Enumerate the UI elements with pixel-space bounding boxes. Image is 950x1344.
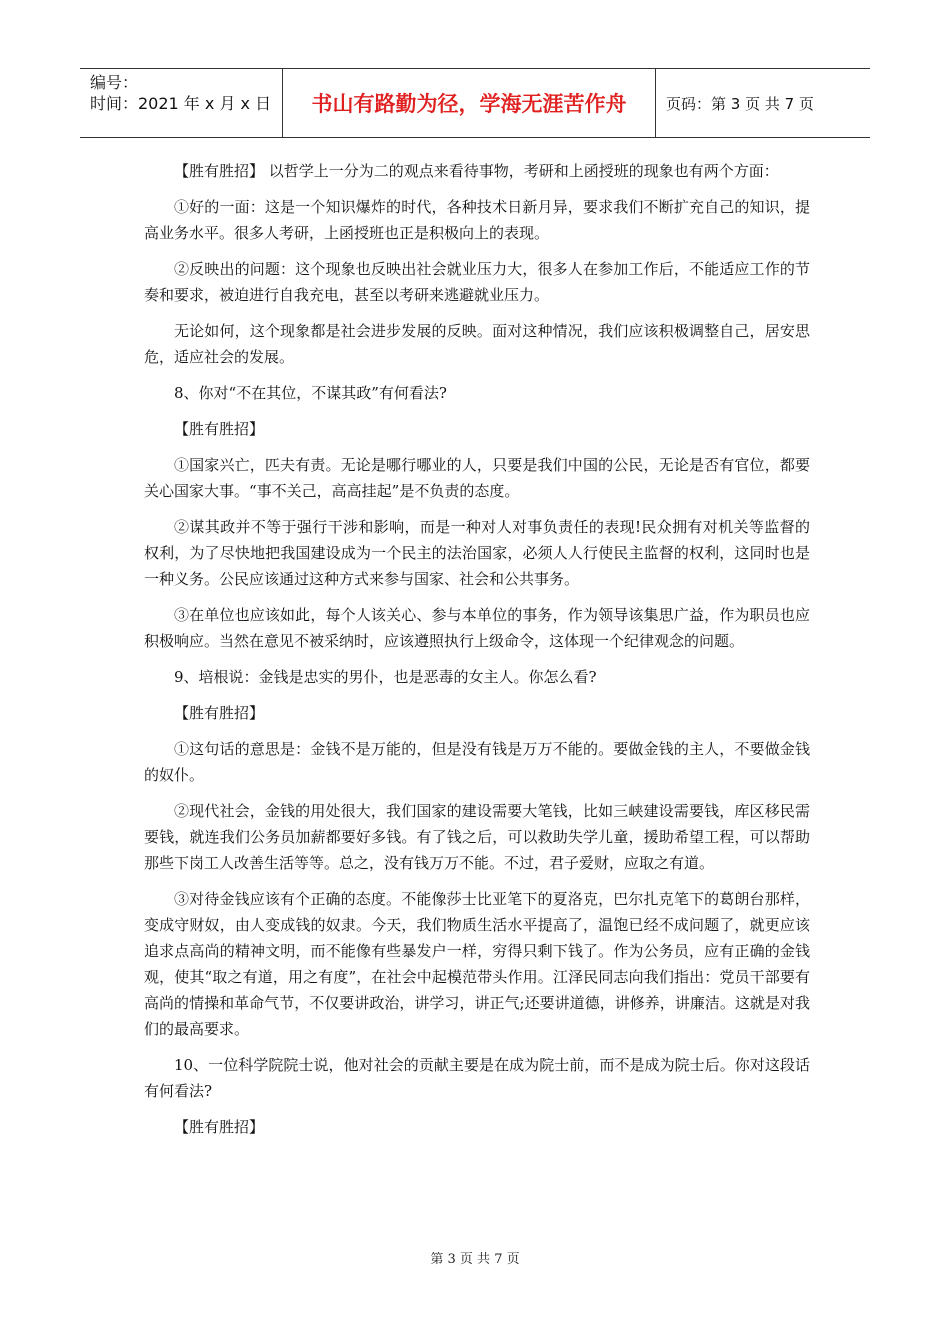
paragraph: ②谋其政并不等于强行干涉和影响，而是一种对人对事负责任的表现!民众拥有对机关等监督的权利，为了尽快地把我国建设成为一个民主的法治国家，必须人人行使民主监督的权利，这同时也是一种义务。公民应该通过这种方式来参与国家、社会和公共事务。 bbox=[144, 518, 810, 588]
answer-heading: 【胜有胜招】 bbox=[174, 704, 265, 722]
paragraph: ②反映出的问题：这个现象也反映出社会就业压力大，很多人在参加工作后，不能适应工作的节奏和要求，被迫进行自我充电，甚至以考研来逃避就业压力。 bbox=[144, 260, 810, 304]
paragraph: ①好的一面：这是一个知识爆炸的时代，各种技术日新月异，要求我们不断扩充自己的知识，提高业务水平。很多人考研，上函授班也正是积极向上的表现。 bbox=[144, 198, 810, 242]
question-heading: 9、培根说：金钱是忠实的男仆，也是恶毒的女主人。你怎么看? bbox=[174, 668, 597, 686]
document-body bbox=[144, 158, 810, 1150]
page-footer: 第 3 页 共 7 页 bbox=[430, 1252, 520, 1267]
header-page-number: 页码：第 3 页 共 7 页 bbox=[666, 94, 814, 113]
paragraph: ①这句话的意思是：金钱不是万能的，但是没有钱是万万不能的。要做金钱的主人，不要做金钱的奴仆。 bbox=[144, 740, 810, 784]
date-label: 时间：2021 年 x 月 x 日 bbox=[90, 94, 272, 113]
paragraph: ③对待金钱应该有个正确的态度。不能像莎士比亚笔下的夏洛克，巴尔扎克笔下的葛朗台那样，变成守财奴，由人变成钱的奴隶。今天，我们物质生活水平提高了，温饱已经不成问题了，就更应该追求点高尚的精神文明，而不能像有些暴发户一样，穷得只剩下钱了。作为公务员，应有正确的金钱观，使其“取之有道，用之有度”，在社会中起模范带头作用。江泽民同志向我们指出：党员干部要有高尚的情操和革命气节，不仅要讲政治，讲学习，讲正气;还要讲道德，讲修养，讲廉洁。这就是对我们的最高要求。 bbox=[144, 890, 810, 1038]
page-header bbox=[80, 68, 870, 138]
paragraph: 无论如何，这个现象都是社会进步发展的反映。面对这种情况，我们应该积极调整自己，居安思危，适应社会的发展。 bbox=[144, 322, 810, 366]
paragraph: ②现代社会，金钱的用处很大，我们国家的建设需要大笔钱，比如三峡建设需要钱，库区移民需要钱，就连我们公务员加薪都要好多钱。有了钱之后，可以救助失学儿童，援助希望工程，可以帮助那些下岗工人改善生活等等。总之，没有钱万万不能。不过，君子爱财，应取之有道。 bbox=[144, 802, 810, 872]
question-heading: 8、你对“不在其位，不谋其政”有何看法? bbox=[174, 384, 447, 402]
header-motto: 书山有路勤为径，学海无涯苦作舟 bbox=[283, 69, 656, 137]
question-heading: 10、一位科学院院士说，他对社会的贡献主要是在成为院士前，而不是成为院士后。你对这段话有何看法? bbox=[144, 1056, 810, 1100]
paragraph: ③在单位也应该如此，每个人该关心、参与本单位的事务，作为领导该集思广益，作为职员也应积极响应。当然在意见不被采纳时，应该遵照执行上级命令，这体现一个纪律观念的问题。 bbox=[144, 606, 810, 650]
paragraph: 【胜有胜招】 以哲学上一分为二的观点来看待事物，考研和上函授班的现象也有两个方面： bbox=[174, 162, 779, 180]
serial-number-label: 编号： bbox=[90, 73, 139, 92]
paragraph: ①国家兴亡，匹夫有责。无论是哪行哪业的人，只要是我们中国的公民，无论是否有官位，都要关心国家大事。“事不关己，高高挂起”是不负责的态度。 bbox=[144, 456, 810, 500]
answer-heading: 【胜有胜招】 bbox=[174, 420, 265, 438]
answer-heading: 【胜有胜招】 bbox=[174, 1118, 265, 1136]
header-meta bbox=[80, 69, 283, 137]
